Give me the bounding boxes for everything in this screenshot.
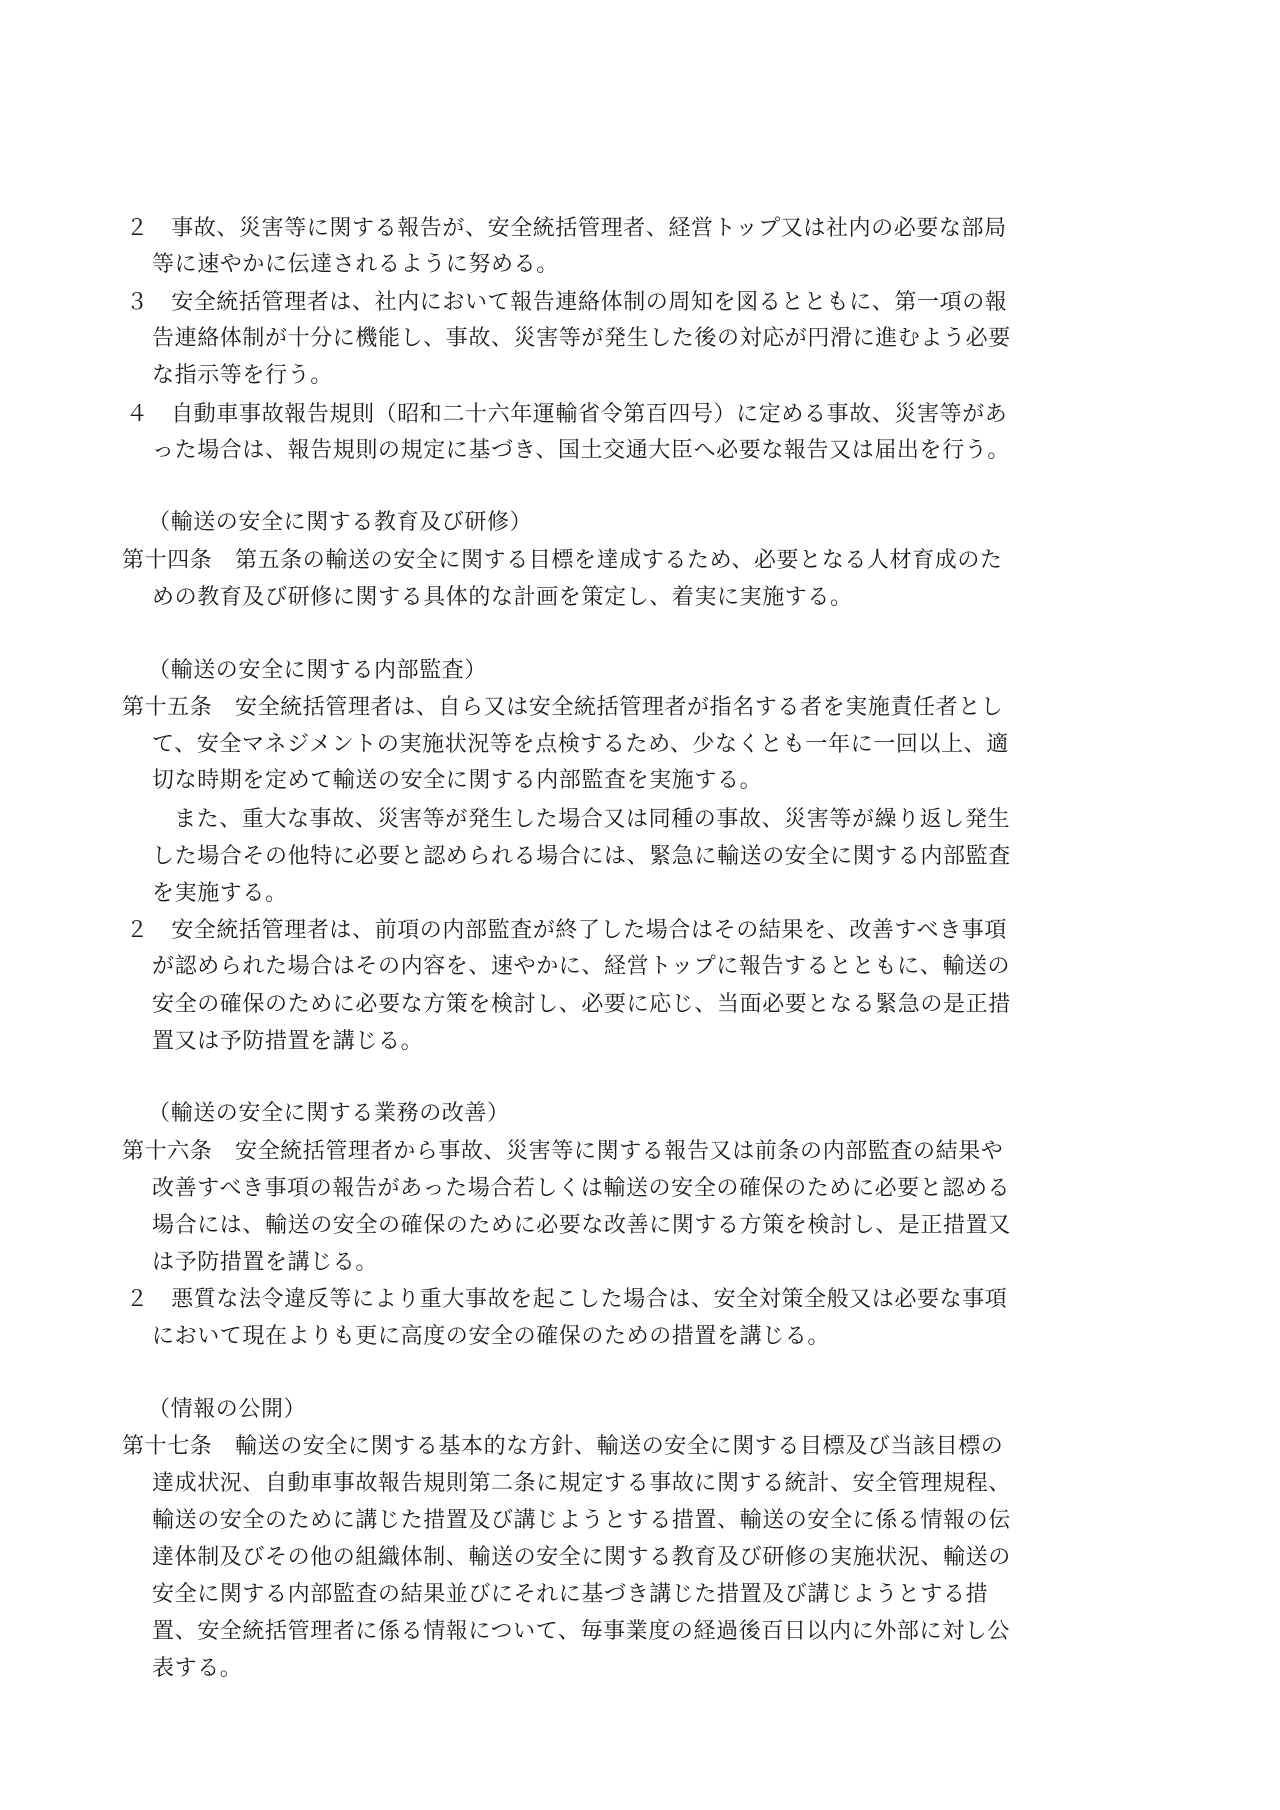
art16-heading: （輸送の安全に関する業務の改善） bbox=[148, 1101, 510, 1126]
art17-line4: 達体制及びその他の組織体制、輸送の安全に関する教育及び研修の実施状況、輸送の bbox=[152, 1545, 1011, 1570]
art16-item2-line1: ２ 悪質な法令違反等により重大事故を起こした場合は、安全対策全般又は必要な事項 bbox=[126, 1287, 1008, 1312]
art17-heading: （情報の公開） bbox=[148, 1397, 307, 1422]
art15-line3: 切な時期を定めて輸送の安全に関する内部監査を実施する。 bbox=[152, 768, 763, 793]
art14-line2: めの教育及び研修に関する具体的な計画を策定し、着実に実施する。 bbox=[152, 585, 853, 610]
art17-line5: 安全に関する内部監査の結果並びにそれに基づき講じた措置及び講じようとする措 bbox=[152, 1582, 989, 1607]
art15-line5: した場合その他特に必要と認められる場合には、緊急に輸送の安全に関する内部監査 bbox=[152, 844, 1011, 869]
art15-heading: （輸送の安全に関する内部監査） bbox=[148, 658, 488, 683]
art13-item4-line2: った場合は、報告規則の規定に基づき、国土交通大臣へ必要な報告又は届出を行う。 bbox=[152, 438, 1010, 463]
art14-line1: 第十四条 第五条の輸送の安全に関する目標を達成するため、必要となる人材育成のた bbox=[122, 548, 1003, 573]
art13-item3-line3: な指示等を行う。 bbox=[152, 363, 333, 388]
art13-item4-line1: ４ 自動車事故報告規則（昭和二十六年運輸省令第百四号）に定める事故、災害等があ bbox=[126, 402, 1008, 427]
art16-line2: 改善すべき事項の報告があった場合若しくは輸送の安全の確保のために必要と認める bbox=[152, 1176, 1011, 1201]
art17-line1: 第十七条 輸送の安全に関する基本的な方針、輸送の安全に関する目標及び当該目標の bbox=[122, 1434, 1004, 1459]
art15-line1: 第十五条 安全統括管理者は、自ら又は安全統括管理者が指名する者を実施責任者とし bbox=[122, 695, 1004, 720]
art13-item3-line2: 告連絡体制が十分に機能し、事故、災害等が発生した後の対応が円滑に進むよう必要 bbox=[152, 326, 1011, 351]
art17-line7: 表する。 bbox=[152, 1656, 243, 1681]
art13-item2-line1: ２ 事故、災害等に関する報告が、安全統括管理者、経営トップ又は社内の必要な部局 bbox=[126, 216, 1007, 241]
art15-line4: また、重大な事故、災害等が発生した場合又は同種の事故、災害等が繰り返し発生 bbox=[174, 807, 1011, 832]
art15-item2-line1: ２ 安全統括管理者は、前項の内部監査が終了した場合はその結果を、改善すべき事項 bbox=[126, 918, 1007, 943]
art13-item2-line2: 等に速やかに伝達されるように努める。 bbox=[152, 252, 559, 277]
art17-line3: 輸送の安全のために講じた措置及び講じようとする措置、輸送の安全に係る情報の伝 bbox=[152, 1508, 1011, 1533]
art13-item3-line1: ３ 安全統括管理者は、社内において報告連絡体制の周知を図るとともに、第一項の報 bbox=[126, 290, 1008, 315]
art15-item2-line4: 置又は予防措置を講じる。 bbox=[152, 1029, 424, 1054]
art16-line4: は予防措置を講じる。 bbox=[152, 1250, 379, 1275]
art15-item2-line3: 安全の確保のために必要な方策を検討し、必要に応じ、当面必要となる緊急の是正措 bbox=[152, 992, 1011, 1017]
art17-line2: 達成状況、自動車事故報告規則第二条に規定する事故に関する統計、安全管理規程、 bbox=[152, 1471, 1011, 1496]
art15-line6: を実施する。 bbox=[152, 881, 288, 906]
art16-line1: 第十六条 安全統括管理者から事故、災害等に関する報告又は前条の内部監査の結果や bbox=[122, 1139, 1004, 1164]
art15-line2: て、安全マネジメントの実施状況等を点検するため、少なくとも一年に一回以上、適 bbox=[152, 732, 1009, 757]
art16-item2-line2: において現在よりも更に高度の安全の確保のための措置を講じる。 bbox=[152, 1324, 831, 1349]
art15-item2-line2: が認められた場合はその内容を、速やかに、経営トップに報告するとともに、輸送の bbox=[152, 954, 1011, 979]
art16-line3: 場合には、輸送の安全の確保のために必要な改善に関する方策を検討し、是正措置又 bbox=[152, 1213, 1011, 1238]
art17-line6: 置、安全統括管理者に係る情報について、毎事業度の経過後百日以内に外部に対し公 bbox=[152, 1619, 1010, 1644]
art14-heading: （輸送の安全に関する教育及び研修） bbox=[148, 510, 533, 535]
